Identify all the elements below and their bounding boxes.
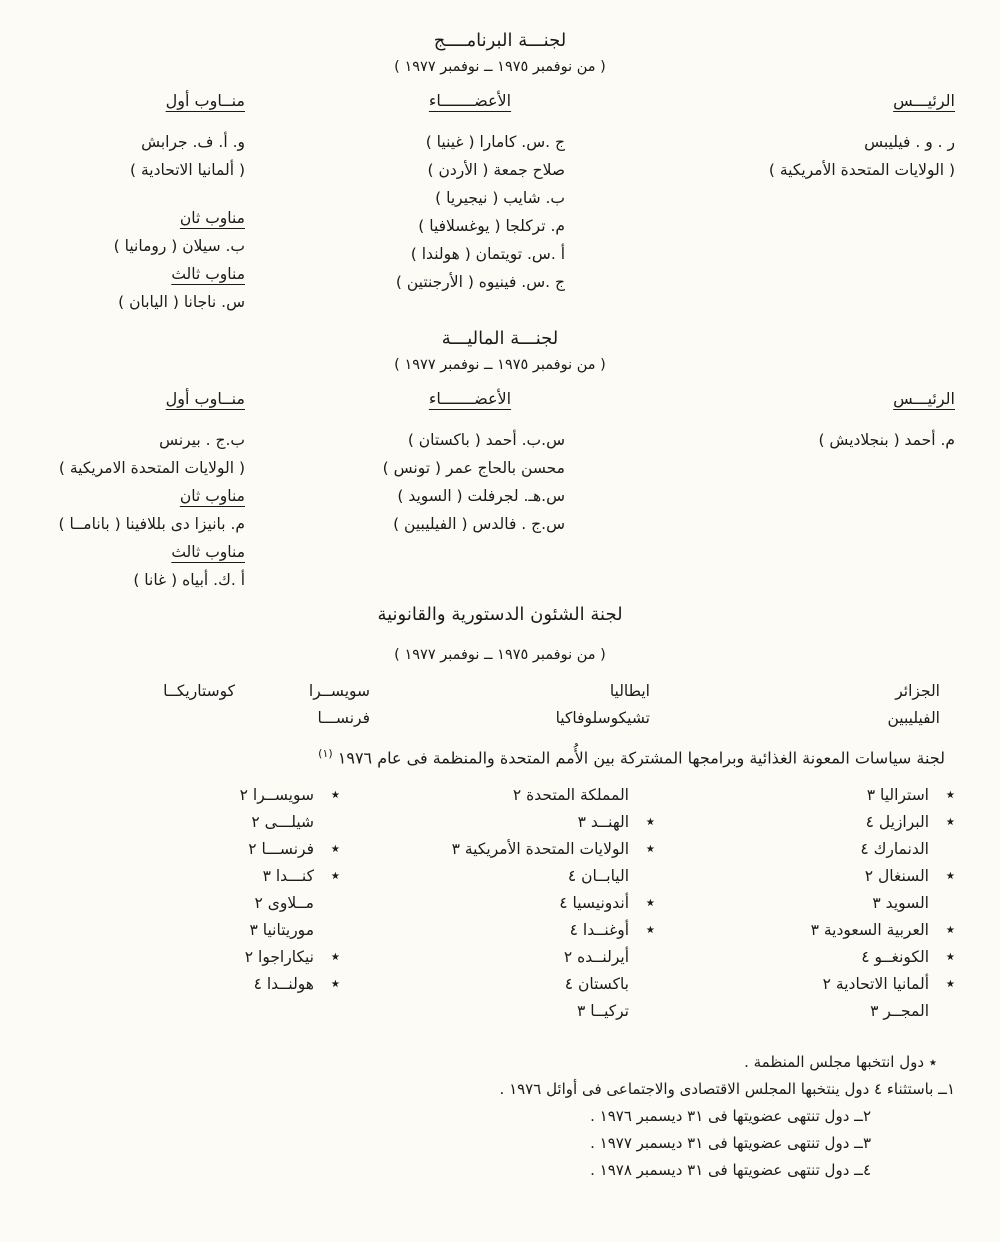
country-name: العربية السعودية ٣ <box>810 921 929 940</box>
alternate-name: ب. سيلان ( رومانيا ) <box>113 237 245 255</box>
committee-period: ( من نوفمبر ١٩٧٥ ــ نوفمبر ١٩٧٧ ) <box>394 647 606 663</box>
country-entry <box>655 971 955 998</box>
members-column <box>375 386 565 594</box>
country-name: الجزائر <box>895 682 940 700</box>
star-marker: ٭ <box>645 893 655 914</box>
food-country-columns <box>45 782 955 1025</box>
chairman-name: م. أحمد ( بنجلاديش ) <box>818 431 955 449</box>
country-name: فرنســـا <box>317 709 370 727</box>
country-entry <box>340 917 655 944</box>
star-marker <box>314 809 340 836</box>
second-alternate-header: مناوب ثان <box>179 209 245 227</box>
country-entry <box>655 782 955 809</box>
chairman-column <box>710 386 955 594</box>
food-column-middle <box>340 782 655 1025</box>
programme-committee-section <box>45 28 955 316</box>
country-entry <box>45 836 340 863</box>
chairman-header: الرئيـــس <box>893 91 955 110</box>
country-name: السنغال ٢ <box>864 867 929 886</box>
members-header: الأعضـــــــاء <box>428 389 512 408</box>
member-name: محسن بالحاج عمر ( تونس ) <box>382 459 565 477</box>
country-name: اليابــان ٤ <box>567 867 629 886</box>
alternate-name: أ .ك. أبياه ( غانا ) <box>133 571 245 589</box>
food-aid-committee-section <box>45 742 955 1025</box>
star-marker: ٭ <box>330 866 340 887</box>
country-name: هولنــدا ٤ <box>253 975 314 994</box>
star-marker <box>629 944 655 971</box>
footnote-ref: (١) <box>318 747 333 760</box>
star-marker: ٭ <box>945 812 955 833</box>
alternate-name: ب.ج . بيرنس <box>159 431 245 449</box>
country-name: نيكاراجوا ٢ <box>244 948 314 967</box>
footnote: ٤ــ دول تنتهى عضويتها فى ٣١ ديسمبر ١٩٧٨ . <box>590 1161 871 1180</box>
star-marker <box>314 890 340 917</box>
star-marker: ٭ <box>645 920 655 941</box>
star-marker <box>929 836 955 863</box>
star-marker <box>629 863 655 890</box>
legal-column <box>685 678 955 732</box>
star-marker <box>629 998 655 1025</box>
star-marker: ٭ <box>945 866 955 887</box>
chairman-name: ر . و . فيليبس <box>864 133 955 151</box>
committee-title: لجنـــة البرنامــــج <box>433 30 567 51</box>
alternate-name: و. أ. ف. جرابش <box>141 133 245 151</box>
alternates-column <box>45 386 245 594</box>
third-alternate-header: مناوب ثالث <box>171 265 245 283</box>
country-entry <box>655 863 955 890</box>
country-name: المملكة المتحدة ٢ <box>512 786 629 805</box>
alternates-column <box>45 88 245 316</box>
country-entry <box>340 944 655 971</box>
alternate-country: ( ألمانيا الاتحادية ) <box>129 161 245 179</box>
food-column-left <box>45 782 340 1025</box>
star-marker: ٭ <box>945 785 955 806</box>
country-name: الولايات المتحدة الأمريكية ٣ <box>451 840 629 859</box>
country-entry <box>45 944 340 971</box>
member-name: ج .س. كامارا ( غينيا ) <box>425 133 565 151</box>
country-entry <box>655 944 955 971</box>
star-marker: ٭ <box>945 947 955 968</box>
country-name: الدنمارك ٤ <box>860 840 929 859</box>
legal-column <box>85 678 235 732</box>
country-name: الفيليبين <box>887 709 940 727</box>
third-alternate-header: مناوب ثالث <box>171 543 245 561</box>
members-column <box>375 88 565 316</box>
legal-committee-section <box>45 602 955 732</box>
country-name: كوستاريكــا <box>163 682 235 700</box>
country-entry <box>655 809 955 836</box>
alternate-country: ( الولايات المتحدة الامريكية ) <box>58 459 245 477</box>
member-name: س.ب. أحمد ( باكستان ) <box>407 431 565 449</box>
country-name: البرازيل ٤ <box>865 813 929 832</box>
country-entry <box>655 890 955 917</box>
footnote: ٢ــ دول تنتهى عضويتها فى ٣١ ديسمبر ١٩٧٦ . <box>590 1107 871 1126</box>
country-entry <box>45 809 340 836</box>
first-alternate-header: منــاوب أول <box>165 91 245 110</box>
country-entry <box>340 809 655 836</box>
committee-title-text: لجنة سياسات المعونة الغذائية وبرامجها المشتركة بين الأُمم المتحدة والمنظمة فى عام ١٩٧٦ <box>337 748 945 768</box>
chairman-country: ( الولايات المتحدة الأمريكية ) <box>768 161 955 179</box>
country-name: باكستان ٤ <box>564 975 629 994</box>
country-name: موريتانيا ٣ <box>249 921 314 940</box>
second-alternate-header: مناوب ثان <box>179 487 245 505</box>
footnotes <box>45 1049 955 1184</box>
alternate-name: م. بانيزا دى بللافينا ( بانامــا ) <box>58 515 245 533</box>
country-entry <box>655 836 955 863</box>
country-name: أندونيسيا ٤ <box>559 894 629 913</box>
committee-title: لجنـــة الماليـــة <box>441 328 559 349</box>
star-marker: ٭ <box>330 785 340 806</box>
country-name: سويســرا ٢ <box>239 786 314 805</box>
country-name: تشيكوسلوفاكيا <box>555 709 650 727</box>
star-marker <box>929 890 955 917</box>
country-entry <box>655 998 955 1025</box>
country-name: شيلـــى ٢ <box>251 813 314 832</box>
country-name: الهنــد ٣ <box>577 813 629 832</box>
country-entry <box>340 863 655 890</box>
chairman-header: الرئيـــس <box>893 389 955 408</box>
country-name: ايطاليا <box>609 682 650 700</box>
star-marker: ٭ <box>645 839 655 860</box>
legal-country-columns <box>45 678 955 732</box>
star-marker <box>314 917 340 944</box>
legal-column <box>370 678 650 732</box>
country-name: كنـــدا ٣ <box>262 867 314 886</box>
country-name: المجــر ٣ <box>870 1002 929 1021</box>
star-marker: ٭ <box>945 920 955 941</box>
country-name: الكونغــو ٤ <box>861 948 929 967</box>
chairman-column <box>710 88 955 316</box>
committee-title: لجنة الشئون الدستورية والقانونية <box>377 604 623 625</box>
member-name: ج .س. فينيوه ( الأرجنتين ) <box>395 273 565 291</box>
country-entry <box>340 998 655 1025</box>
finance-committee-section <box>45 326 955 594</box>
member-name: م. تركلجا ( يوغسلافيا ) <box>418 217 565 235</box>
committee-columns <box>45 386 955 594</box>
country-entry <box>45 917 340 944</box>
country-name: السويد ٣ <box>872 894 929 913</box>
star-marker: ٭ <box>945 974 955 995</box>
alternate-name: س. ناجانا ( اليابان ) <box>118 293 245 311</box>
country-name: سويســرا <box>308 682 370 700</box>
country-entry <box>45 971 340 998</box>
committee-period: ( من نوفمبر ١٩٧٥ ــ نوفمبر ١٩٧٧ ) <box>394 59 606 75</box>
footnote: ٣ــ دول تنتهى عضويتها فى ٣١ ديسمبر ١٩٧٧ . <box>590 1134 871 1153</box>
country-entry <box>655 917 955 944</box>
star-marker <box>929 998 955 1025</box>
committee-period: ( من نوفمبر ١٩٧٥ ــ نوفمبر ١٩٧٧ ) <box>394 357 606 373</box>
country-entry <box>340 890 655 917</box>
country-entry <box>340 782 655 809</box>
country-entry <box>45 890 340 917</box>
footnote: ١ــ باستثناء ٤ دول ينتخبها المجلس الاقتصادى والاجتماعى فى أوائل ١٩٧٦ . <box>499 1080 955 1099</box>
legal-column <box>250 678 370 732</box>
country-name: استراليا ٣ <box>866 786 929 805</box>
committee-title <box>45 742 955 770</box>
food-column-right <box>655 782 955 1025</box>
first-alternate-header: منــاوب أول <box>165 389 245 408</box>
country-entry <box>45 782 340 809</box>
country-name: أيرلنــده ٢ <box>563 948 629 967</box>
star-marker: ٭ <box>330 839 340 860</box>
member-name: س.ج . فالدس ( الفيليبين ) <box>393 515 565 533</box>
member-name: س.هـ. لجرفلت ( السويد ) <box>397 487 565 505</box>
member-name: ب. شايب ( نيجيريا ) <box>435 189 565 207</box>
country-name: فرنســـا ٢ <box>248 840 314 859</box>
star-marker: ٭ <box>330 974 340 995</box>
country-entry <box>340 836 655 863</box>
member-name: صلاح جمعة ( الأردن ) <box>427 161 565 179</box>
country-entry <box>340 971 655 998</box>
star-marker <box>629 971 655 998</box>
star-marker: ٭ <box>330 947 340 968</box>
members-header: الأعضـــــــاء <box>428 91 512 110</box>
star-marker: ٭ <box>645 812 655 833</box>
country-name: أوغنــدا ٤ <box>569 921 629 940</box>
member-name: أ .س. تويتمان ( هولندا ) <box>410 245 565 263</box>
country-name: مــلاوى ٢ <box>254 894 314 913</box>
country-name: ألمانيا الاتحادية ٢ <box>822 975 929 994</box>
committee-columns <box>45 88 955 316</box>
country-name: تركيــا ٣ <box>577 1002 629 1021</box>
footnote: ٭ دول انتخبها مجلس المنظمة . <box>744 1053 937 1072</box>
country-entry <box>45 863 340 890</box>
star-marker <box>629 782 655 809</box>
